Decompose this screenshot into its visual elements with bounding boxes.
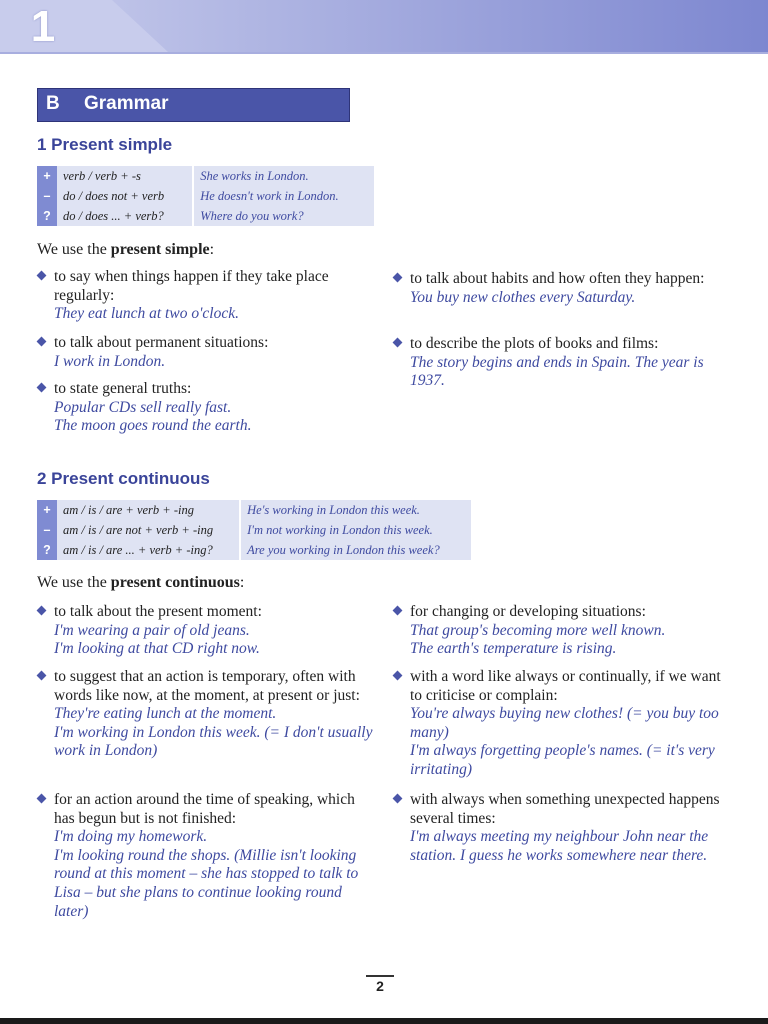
present-simple-form-table — [37, 166, 374, 226]
table-row — [37, 520, 471, 540]
bullet-diamond-icon — [37, 383, 47, 393]
list-item — [410, 335, 710, 391]
table-row — [37, 186, 374, 206]
form-cell: verb / verb + -s — [63, 169, 141, 183]
list-item — [410, 603, 720, 659]
bullet-text: to say when things happen if they take place regularly: — [54, 268, 329, 304]
example-cell: She works in London. — [193, 166, 374, 186]
page-number: 2 — [366, 975, 394, 994]
question-symbol: ? — [37, 540, 57, 560]
present-continuous-intro — [37, 574, 244, 592]
example-line: I'm always meeting my neighbour John near the station. I guess he works somewhere near there. — [410, 828, 709, 864]
form-cell: am / is / are not + verb + -ing — [63, 523, 214, 537]
example-cell: He doesn't work in London. — [193, 186, 374, 206]
section-letter: B — [46, 93, 60, 114]
example-line: Popular CDs sell really fast. — [54, 398, 232, 416]
example-line: I'm looking at that CD right now. — [54, 640, 260, 658]
example-line: The moon goes round the earth. — [54, 417, 252, 435]
question-symbol: ? — [37, 206, 57, 226]
bullet-diamond-icon — [393, 794, 403, 804]
present-continuous-heading: 2 Present continuous — [37, 469, 210, 488]
intro-text: We use the — [37, 241, 111, 258]
negative-symbol: – — [37, 186, 57, 206]
list-item — [54, 668, 374, 761]
bullet-diamond-icon — [37, 794, 47, 804]
example-cell: Where do you work? — [193, 206, 374, 226]
bullet-diamond-icon — [393, 338, 403, 348]
bullet-text: to suggest that an action is temporary, often with words like now, at the moment, at present or just: — [54, 668, 360, 704]
intro-bold: present continuous — [110, 574, 240, 591]
list-item — [54, 380, 344, 436]
table-row — [37, 206, 374, 226]
example-line: You're always buying new clothes! (= you buy too many) — [410, 705, 719, 741]
table-row — [37, 540, 471, 560]
affirmative-symbol: + — [37, 500, 57, 520]
list-item — [410, 270, 720, 307]
example-cell: I'm not working in London this week. — [240, 520, 471, 540]
bullet-diamond-icon — [393, 606, 403, 616]
example-cell: He's working in London this week. — [240, 500, 471, 520]
example-cell: Are you working in London this week? — [240, 540, 471, 560]
example-line: They're eating lunch at the moment. — [54, 705, 277, 723]
bullet-text: with always when something unexpected happens several times: — [410, 791, 720, 827]
example-line: That group's becoming more well known. — [410, 621, 666, 639]
present-continuous-form-table — [37, 500, 471, 560]
unit-number: 1 — [30, 2, 56, 51]
example-line: I'm wearing a pair of old jeans. — [54, 621, 250, 639]
example-line: I'm always forgetting people's names. (= it's very irritating) — [410, 742, 715, 778]
form-cell: do / does not + verb — [63, 189, 165, 203]
list-item — [410, 791, 725, 865]
intro-colon: : — [239, 574, 245, 591]
intro-text: We use the — [37, 574, 111, 591]
unit-header-band — [0, 0, 768, 62]
bottom-rule — [0, 1018, 768, 1024]
bullet-text: to describe the plots of books and films: — [410, 335, 659, 352]
present-simple-heading: 1 Present simple — [37, 135, 173, 154]
table-row — [37, 500, 471, 520]
bullet-text: for an action around the time of speaking, which has begun but is not finished: — [54, 791, 355, 827]
list-item — [410, 668, 730, 780]
negative-symbol: – — [37, 520, 57, 540]
bullet-diamond-icon — [37, 337, 47, 347]
example-line: I'm working in London this week. (= I don't usually work in London) — [54, 723, 373, 760]
list-item — [54, 791, 364, 921]
bullet-text: for changing or developing situations: — [410, 603, 646, 620]
bullet-diamond-icon — [393, 671, 403, 681]
bullet-text: to talk about habits and how often they happen: — [410, 270, 705, 287]
form-cell: do / does ... + verb? — [63, 209, 164, 223]
table-row — [37, 166, 374, 186]
bullet-text: to talk about permanent situations: — [54, 334, 269, 351]
bullet-diamond-icon — [37, 271, 47, 281]
list-item — [54, 268, 344, 324]
list-item — [54, 334, 344, 371]
list-item — [54, 603, 354, 659]
bullet-diamond-icon — [393, 273, 403, 283]
example-line: I'm looking round the shops. (Millie isn't looking round at this moment – she has stopped to talk to Lisa – but she plans to continue looking round later) — [54, 846, 359, 920]
intro-colon: : — [209, 241, 215, 258]
example-line: They eat lunch at two o'clock. — [54, 305, 239, 323]
bullet-diamond-icon — [37, 671, 47, 681]
bullet-diamond-icon — [37, 606, 47, 616]
form-cell: am / is / are + verb + -ing — [63, 503, 194, 517]
example-line: You buy new clothes every Saturday. — [410, 288, 636, 306]
section-title: Grammar — [84, 93, 169, 114]
bullet-text: to talk about the present moment: — [54, 603, 262, 620]
example-line: I'm doing my homework. — [54, 828, 208, 846]
section-header — [37, 88, 350, 122]
form-cell: am / is / are ... + verb + -ing? — [63, 543, 213, 557]
affirmative-symbol: + — [37, 166, 57, 186]
present-simple-intro — [37, 241, 214, 259]
example-line: The earth's temperature is rising. — [410, 640, 617, 658]
bullet-text: to state general truths: — [54, 380, 192, 397]
intro-bold: present simple — [110, 241, 210, 258]
example-line: I work in London. — [54, 352, 166, 370]
bullet-text: with a word like always or continually, if we want to criticise or complain: — [410, 668, 721, 704]
example-line: The story begins and ends in Spain. The year is 1937. — [410, 353, 704, 390]
